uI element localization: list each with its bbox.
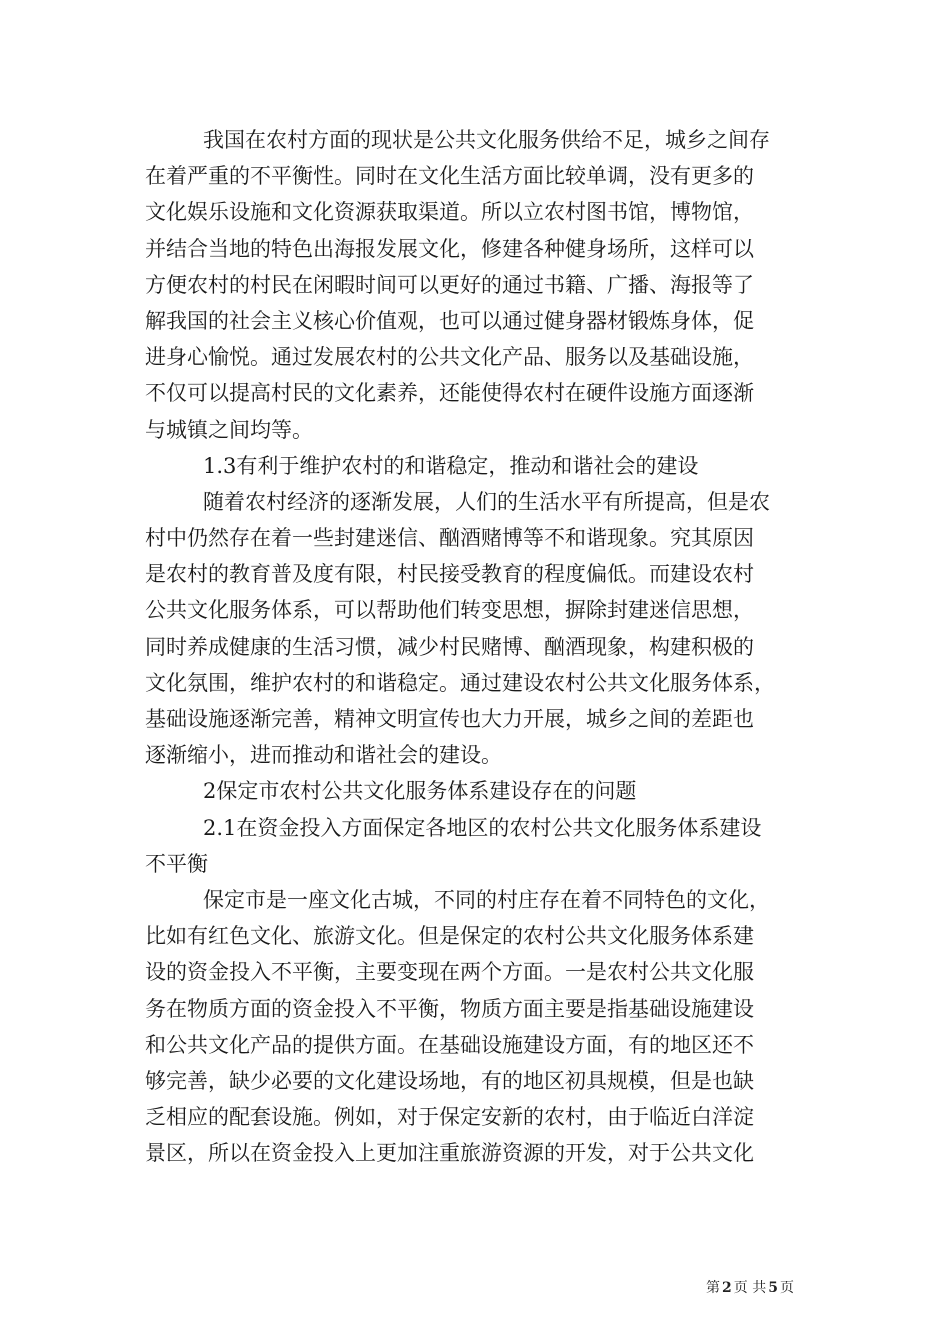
paragraph-harmony <box>145 484 815 774</box>
current-page: 2 <box>722 1280 732 1296</box>
text-line: 不仅可以提高村民的文化素养，还能使得农村在硬件设施方面逐渐 <box>145 381 754 406</box>
page-number-middle: 页 共 <box>733 1280 767 1296</box>
text-line: 文化娱乐设施和文化资源获取渠道。所以立农村图书馆，博物馆， <box>145 200 754 225</box>
paragraph-rural-status <box>145 122 815 448</box>
section-heading: 1.3有利于维护农村的和谐稳定，推动和谐社会的建设 <box>203 453 699 478</box>
text-line: 我国在农村方面的现状是公共文化服务供给不足，城乡之间存 <box>203 128 770 152</box>
heading-1-3 <box>145 448 815 484</box>
text-line: 务在物质方面的资金投入不平衡，物质方面主要是指基础设施建设 <box>145 996 754 1021</box>
section-heading-continued: 不平衡 <box>145 851 208 876</box>
text-line: 进身心愉悦。通过发展农村的公共文化产品、服务以及基础设施， <box>145 345 754 370</box>
text-line: 方便农村的村民在闲暇时间可以更好的通过书籍、广播、海报等了 <box>145 272 754 297</box>
text-line: 基础设施逐渐完善，精神文明宣传也大力开展，城乡之间的差距也 <box>145 707 754 731</box>
text-line: 同时养成健康的生活习惯，减少村民赌博、酗酒现象，构建积极的 <box>145 634 754 659</box>
text-line: 并结合当地的特色出海报发展文化，修建各种健身场所，这样可以 <box>145 236 754 261</box>
text-line: 乏相应的配套设施。例如，对于保定安新的农村，由于临近白洋淀 <box>145 1105 754 1130</box>
text-line: 和公共文化产品的提供方面。在基础设施建设方面，有的地区还不 <box>145 1032 754 1057</box>
text-line: 公共文化服务体系，可以帮助他们转变思想，摒除封建迷信思想， <box>145 598 754 623</box>
body-text <box>145 122 815 1171</box>
text-line: 与城镇之间均等。 <box>145 417 313 442</box>
text-line: 文化氛围，维护农村的和谐稳定。通过建设农村公共文化服务体系， <box>145 670 775 695</box>
text-line: 随着农村经济的逐渐发展，人们的生活水平有所提高，但是农 <box>203 489 770 514</box>
text-line: 够完善，缺少必要的文化建设场地，有的地区初具规模，但是也缺 <box>145 1068 754 1093</box>
text-line: 逐渐缩小，进而推动和谐社会的建设。 <box>145 743 502 768</box>
heading-2-1 <box>145 810 815 882</box>
page-number-suffix: 页 <box>779 1280 794 1296</box>
total-pages: 5 <box>768 1280 778 1296</box>
text-line: 设的资金投入不平衡，主要变现在两个方面。一是农村公共文化服 <box>145 960 754 985</box>
page-number <box>706 1279 794 1297</box>
section-heading: 2.1在资金投入方面保定各地区的农村公共文化服务体系建设 <box>203 815 762 840</box>
text-line: 是农村的教育普及度有限，村民接受教育的程度偏低。而建设农村 <box>145 562 754 587</box>
text-line: 景区，所以在资金投入上更加注重旅游资源的开发，对于公共文化 <box>145 1141 754 1166</box>
section-heading: 2保定市农村公共文化服务体系建设存在的问题 <box>203 779 637 804</box>
text-line: 比如有红色文化、旅游文化。但是保定的农村公共文化服务体系建 <box>145 924 754 949</box>
page-number-prefix: 第 <box>706 1280 720 1296</box>
heading-2 <box>145 773 815 809</box>
text-line: 在着严重的不平衡性。同时在文化生活方面比较单调，没有更多的 <box>145 164 754 189</box>
text-line: 解我国的社会主义核心价值观，也可以通过健身器材锻炼身体，促 <box>145 308 754 333</box>
text-line: 村中仍然存在着一些封建迷信、酗酒赌博等不和谐现象。究其原因 <box>145 526 754 551</box>
text-line: 保定市是一座文化古城，不同的村庄存在着不同特色的文化， <box>203 887 770 912</box>
paragraph-funding <box>145 882 815 1172</box>
